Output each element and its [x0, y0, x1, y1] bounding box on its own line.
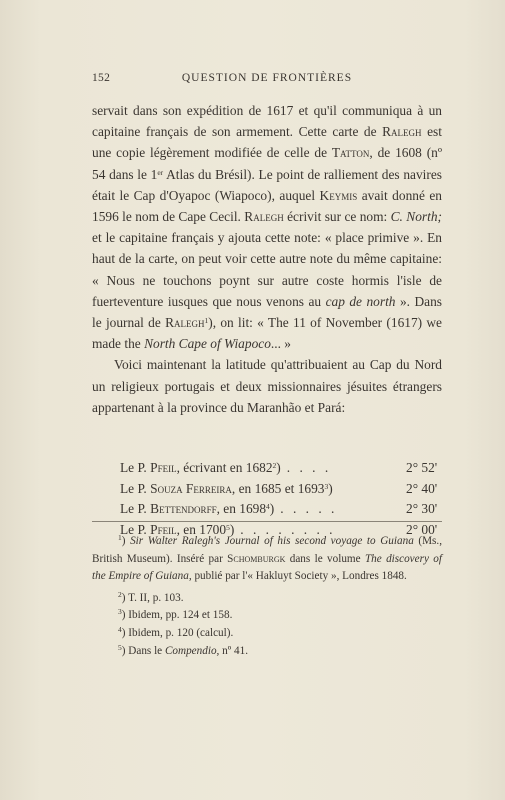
footnote-3 — [92, 607, 442, 625]
list-item-text — [120, 479, 333, 500]
latitude-value: 2° 40' — [406, 480, 438, 496]
footnote-marker: 4 — [118, 624, 122, 634]
person-name: Pfeil — [150, 460, 177, 475]
footnote-5 — [92, 643, 442, 661]
page-number: 152 — [92, 72, 111, 84]
text-run: écrivit sur ce nom: — [283, 209, 391, 225]
text-run: ) — [121, 644, 129, 657]
text-run: ) — [269, 501, 275, 516]
text-run: Ibidem, p. 120 (calcul). — [128, 626, 234, 639]
person-name: Pfeil — [150, 521, 177, 537]
leader-dots: . . . . . . . . — [240, 521, 336, 537]
footnotes — [92, 533, 442, 660]
text-run: ) — [328, 480, 333, 496]
text-run: dans le volume — [285, 552, 365, 565]
footnote-2 — [92, 590, 442, 608]
latitude-value: 2° 30' — [406, 501, 438, 516]
text-run: et le capitaine français y ajouta cette note: « place primive ». En haut de la carte, on peut voir cette autre note du même capitaine: « Nous ne touchons poynt sur autre coste hormis l'isle de fuerteventure iusques que nous venons au — [92, 230, 442, 309]
leader-dots: . . . . . — [280, 501, 338, 516]
italic-text: The discovery of the Empire of Guiana, — [92, 552, 442, 583]
text-run: Le P. — [120, 480, 151, 496]
paragraph-1 — [92, 100, 442, 354]
list-item — [120, 499, 442, 520]
person-name: Schomburgk — [227, 552, 286, 565]
footnote-marker: 1 — [118, 533, 122, 542]
text-run: Ibidem, pp. 124 et 158. — [128, 609, 233, 622]
text-run: ) — [121, 591, 129, 604]
footnote-marker: 3 — [118, 607, 122, 617]
running-title: QUESTION DE FRONTIÈRES — [181, 72, 353, 84]
text-run: Dans le — [128, 644, 165, 657]
superscript: er — [157, 167, 164, 177]
person-name: Ralegh — [244, 209, 284, 225]
footnote-ref: 4 — [266, 502, 270, 511]
paragraph-2: Voici maintenant la latitude qu'attribuaient au Cap du Nord un religieux portugais et deux missionnaires jésuites étrangers appartenant à la province du Maranhão et Pará: — [92, 357, 442, 415]
text-run: , en 1685 et 1693 — [231, 480, 325, 496]
text-run: , en 1698 — [216, 501, 267, 516]
footnote-1 — [92, 533, 442, 586]
text-run: est une copie légèrement modifiée de celle de — [92, 124, 442, 161]
text-run: , en 1700 — [176, 521, 227, 537]
text-run: Le P. — [120, 460, 151, 475]
text-run: Le P. — [120, 501, 151, 516]
footnote-4 — [92, 625, 442, 643]
person-name: Souza Ferreira — [150, 480, 232, 496]
text-run: ) — [121, 609, 129, 622]
text-run: avait donné en 1596 le nom de Cape Cecil. — [92, 187, 442, 225]
text-run: publié par l'« Hakluyt Society », Londres 1848. — [191, 570, 407, 583]
footnote-marker: 5 — [118, 642, 122, 652]
latitude-value: 2° 00' — [406, 521, 438, 537]
text-run: , de 1608 (nº 54 dans le 1 — [92, 145, 442, 182]
list-item-text — [120, 458, 281, 479]
text-run: ), on lit: « The 11 of November (1617) we made the — [92, 315, 443, 352]
text-run: servait dans son expédition de 1617 et qu'il communiqua à un capitaine français de son armement. Cette carte de — [92, 103, 442, 140]
leader-dots: . . . . — [286, 460, 332, 475]
list-item — [120, 479, 442, 500]
person-name: Ralegh — [382, 124, 422, 140]
italic-text: cap de north — [325, 293, 396, 309]
italic-text: C. North; — [390, 209, 442, 225]
footnote-ref: 2 — [272, 461, 277, 470]
footnote-divider — [92, 521, 442, 522]
italic-text: North Cape of Wiapoco — [144, 336, 271, 352]
leader-dots — [333, 479, 406, 500]
footnote-ref: 1 — [204, 316, 209, 326]
person-name: Keymis — [319, 187, 358, 203]
latitude-value: 2° 52' — [406, 460, 438, 475]
person-name: Tatton — [331, 145, 370, 161]
person-name: Bettendorff — [150, 501, 217, 516]
italic-text: Compendio, — [164, 644, 220, 657]
text-run: (Ms., British Museum). Inséré par — [92, 535, 442, 565]
footnote-ref: 3 — [324, 481, 329, 491]
footnote-ref: 5 — [226, 522, 230, 532]
text-run: Atlas du Brésil). Le point de ralliement des navires était le Cap d'Oyapoc (Wiapoco), auquel — [92, 166, 442, 203]
latitude-list — [120, 458, 442, 540]
text-run: , écrivant en 1682 — [176, 460, 273, 475]
text-run: ... » — [270, 336, 291, 352]
italic-text: Sir Walter Ralegh's Journal of his second voyage to Guiana — [130, 535, 414, 547]
text-run: ) — [121, 535, 131, 547]
text-run: ». Dans le journal de — [92, 293, 442, 331]
main-text — [92, 100, 442, 418]
text-run: ) — [276, 460, 281, 475]
list-item — [120, 458, 442, 479]
footnote-marker: 2 — [118, 589, 122, 599]
text-run: ) — [229, 521, 235, 537]
text-run: Le P. — [120, 521, 151, 537]
person-name: Ralegh — [165, 315, 205, 331]
text-run: ) — [121, 626, 129, 639]
list-item-text — [120, 499, 274, 520]
text-run: nº 41. — [219, 644, 248, 657]
text-run: T. II, p. 103. — [128, 591, 184, 604]
